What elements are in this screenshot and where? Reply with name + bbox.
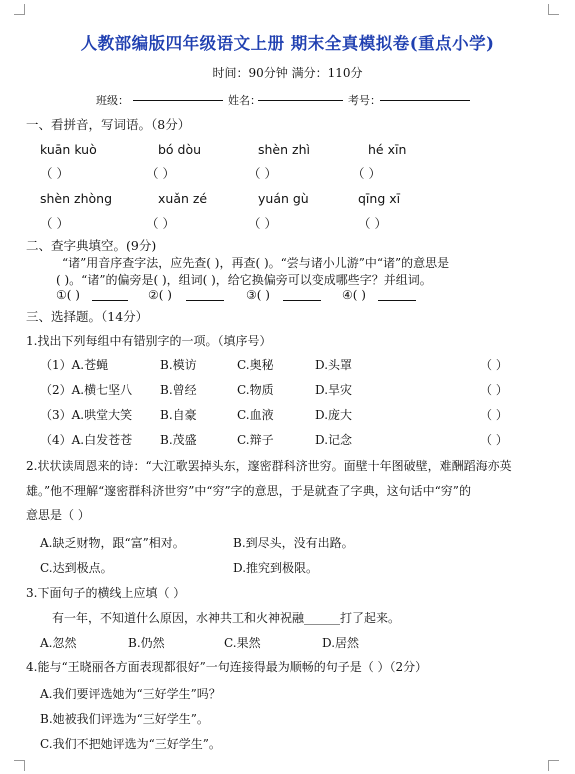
answer-paren[interactable]: （ ） [248, 166, 277, 181]
section2-line-2: ( )。“诸”的偏旁是( )，组词( )，给它换偏旁可以变成哪些字？并组词。 [56, 273, 432, 287]
q2-stem-line-3: 意思是（ ） [26, 508, 90, 522]
q2-stem-line-1: 2.状状读周恩来的诗：“大江歌罢掉头东，邃密群科济世穷。面壁十年图破壁，难酬蹈海亦英 [26, 459, 512, 473]
q1-stem: 1.找出下列每组中有错别字的一项。（填序号） [26, 334, 272, 348]
crop-mark-top-left [14, 4, 25, 15]
pinyin-1: kuān kuò [40, 142, 97, 157]
q2-option-b: B.到尽头，没有出路。 [233, 536, 354, 550]
q4-stem: 4.能与“王晓丽各方面表现都很好”一句连接得最为顺畅的句子是（ ）（2分） [26, 660, 428, 674]
slot-3: ③( ) [246, 288, 270, 302]
q2-option-d: D.推究到极限。 [233, 561, 319, 575]
name-blank[interactable] [258, 100, 343, 101]
pinyin-5: shèn zhòng [40, 191, 113, 206]
q1-row3-answer[interactable]: （ ） [480, 408, 508, 422]
q3-option-a: A.忽然 [40, 636, 77, 650]
class-blank[interactable] [133, 100, 223, 101]
q1-row1-a: （1）A.苍蝇 [40, 358, 109, 372]
slot-2: ②( ) [148, 288, 172, 302]
slot-1: ①( ) [56, 288, 80, 302]
slot-1-blank[interactable] [92, 300, 128, 301]
section1-heading: 一、看拼音，写词语。（8分） [26, 117, 191, 132]
q4-option-a: A.我们要评选她为“三好学生”吗？ [40, 687, 221, 701]
q1-row1-c: C.奥秘 [237, 358, 274, 372]
q1-row3-a: （3）A.哄堂大笑 [40, 408, 133, 422]
answer-paren[interactable]: （ ） [146, 216, 175, 231]
q1-row3-b: B.自豪 [160, 408, 197, 422]
q2-stem-line-2: 雄。”他不理解“邃密群科济世穷”中“穷”字的意思，于是就查了字典，这句话中“穷”的 [26, 484, 471, 498]
exam-no-label: 考号： [348, 94, 381, 107]
q1-row2-b: B.曾经 [160, 383, 197, 397]
q1-row1-b: B.模访 [160, 358, 197, 372]
q3-option-b: B.仍然 [128, 636, 165, 650]
name-label: 姓名： [228, 94, 261, 107]
pinyin-6: xuǎn zé [158, 191, 208, 206]
q3-sentence: 有一年，不知道什么原因，水神共工和火神祝融______打了起来。 [52, 611, 401, 625]
q1-row4-b: B.茂盛 [160, 433, 197, 447]
page-title: 人教部编版四年级语文上册 期末全真模拟卷(重点小学) [80, 34, 495, 53]
q2-option-a: A.缺乏财物，跟“富”相对。 [40, 536, 185, 550]
q1-row4-c: C.辩子 [237, 433, 274, 447]
time-score-line: 时间：90分钟 满分：110分 [212, 66, 363, 80]
slot-4: ④( ) [342, 288, 366, 302]
class-label: 班级： [96, 94, 129, 107]
q3-stem: 3.下面句子的横线上应填（ ） [26, 586, 186, 600]
pinyin-4: hé xīn [368, 142, 407, 157]
q1-row4-a: （4）A.白发苍苍 [40, 433, 133, 447]
q3-option-c: C.果然 [224, 636, 261, 650]
q3-option-d: D.居然 [322, 636, 360, 650]
q1-row1-answer[interactable]: （ ） [480, 358, 508, 372]
pinyin-7: yuán gù [258, 191, 309, 206]
q1-row1-d: D.头罩 [315, 358, 353, 372]
q1-row3-d: D.庞大 [315, 408, 353, 422]
slot-3-blank[interactable] [283, 300, 321, 301]
pinyin-8: qīng xī [358, 191, 401, 206]
answer-paren[interactable]: （ ） [40, 166, 69, 181]
slot-4-blank[interactable] [378, 300, 416, 301]
answer-paren[interactable]: （ ） [40, 216, 69, 231]
q1-row3-c: C.血液 [237, 408, 274, 422]
q1-row2-c: C.物质 [237, 383, 274, 397]
pinyin-2: bó dòu [158, 142, 202, 157]
section2-line-1: “诸”用音序查字法，应先查( )，再查( )。“尝与诸小儿游”中“诸”的意思是 [62, 256, 450, 270]
q1-row4-d: D.记念 [315, 433, 353, 447]
section2-heading: 二、查字典填空。(9分) [26, 238, 157, 253]
pinyin-3: shèn zhì [258, 142, 310, 157]
answer-paren[interactable]: （ ） [352, 166, 381, 181]
answer-paren[interactable]: （ ） [248, 216, 277, 231]
section3-heading: 三、选择题。（14分） [26, 309, 149, 324]
answer-paren[interactable]: （ ） [358, 216, 387, 231]
slot-2-blank[interactable] [186, 300, 224, 301]
q1-row4-answer[interactable]: （ ） [480, 433, 508, 447]
q1-row2-d: D.旱灾 [315, 383, 353, 397]
crop-mark-bottom-right [548, 760, 559, 771]
q4-option-c: C.我们不把她评选为“三好学生”。 [40, 737, 221, 751]
q1-row2-a: （2）A.横七坚八 [40, 383, 133, 397]
q1-row2-answer[interactable]: （ ） [480, 383, 508, 397]
q2-option-c: C.达到极点。 [40, 561, 113, 575]
exam-no-blank[interactable] [380, 100, 470, 101]
crop-mark-top-right [548, 4, 559, 15]
answer-paren[interactable]: （ ） [146, 166, 175, 181]
crop-mark-bottom-left [14, 760, 25, 771]
q4-option-b: B.她被我们评选为“三好学生”。 [40, 712, 209, 726]
